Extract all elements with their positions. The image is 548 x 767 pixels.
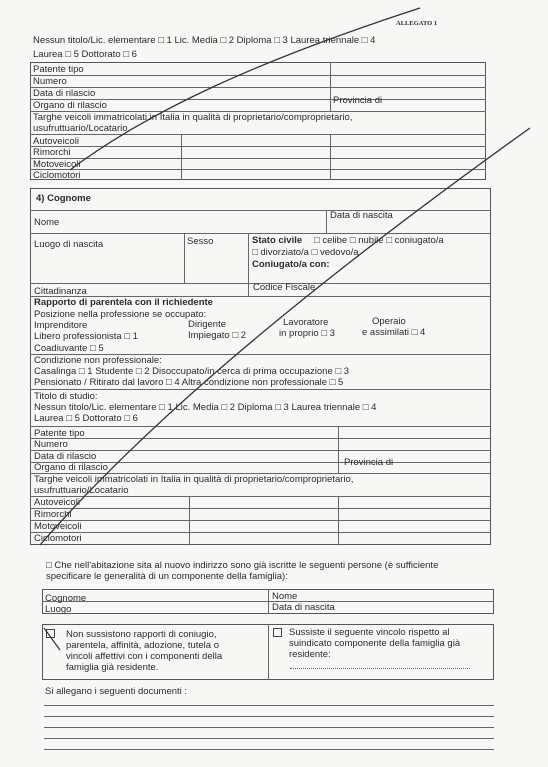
sussiste-checkbox[interactable] — [273, 628, 282, 637]
targhe-line1: Targhe veicoli immatricolati in Italia in qualità di proprietario/comproprietario, — [34, 474, 354, 485]
codice-fiscale-label: Codice Fiscale — [253, 282, 316, 293]
data-rilascio-label: Data di rilascio — [33, 88, 96, 99]
condizione-line2: Pensionato / Ritirato dal lavoro □ 4 Altra condizione non professionale □ 5 — [34, 377, 344, 388]
data-nascita-label: Data di nascita — [330, 210, 393, 221]
studio-title: Titolo di studio: — [34, 391, 98, 402]
opt2-line: residente: — [289, 649, 331, 660]
patente-label: Patente tipo — [34, 428, 85, 439]
lavoratore-proprio-option: in proprio □ 3 — [279, 328, 335, 339]
condizione-title: Condizione non professionale: — [34, 355, 162, 366]
opt1-line: parentela, affinità, adozione, tutela o — [66, 640, 219, 651]
luogo-nascita-label: Luogo di nascita — [34, 239, 104, 250]
numero-label: Numero — [34, 439, 68, 450]
vehicle-label: Rimorchi — [34, 509, 72, 520]
vehicle-label: Ciclomotori — [34, 533, 82, 544]
stato-civile-label: Stato civile — [252, 235, 303, 246]
section4-heading: 4) Cognome — [36, 193, 91, 204]
famiglia-intro-line1: □ Che nell'abitazione sita al nuovo indirizzo sono già iscritte le seguenti persone (è sufficiente — [46, 560, 439, 571]
titolo-studio-line1: Nessun titolo/Lic. elementare □ 1 Lic. Media □ 2 Diploma □ 3 Laurea triennale □ 4 — [33, 35, 376, 46]
cognome-label: Cognome — [45, 593, 87, 604]
stato-civile-options2: □ divorziato/a □ vedovo/a — [252, 247, 359, 258]
imprenditore-label: Imprenditore — [34, 320, 88, 331]
allegati-line[interactable] — [44, 727, 494, 728]
parentela-label: Rapporto di parentela con il richiedente — [34, 297, 213, 308]
coadiuvante-option: Coadiuvante □ 5 — [34, 343, 104, 354]
allegati-line[interactable] — [44, 749, 494, 750]
organo-rilascio-label: Organo di rilascio — [33, 100, 107, 111]
opt1-line: famiglia già residente. — [66, 662, 159, 673]
targhe-line2: usufruttuario/Locatario — [33, 123, 128, 134]
allegati-line[interactable] — [44, 716, 494, 717]
vehicle-label: Autoveicoli — [33, 136, 79, 147]
opt1-line: vincoli affettivi con i componenti della — [66, 651, 223, 662]
targhe-line2: usufruttuario/Locatario — [34, 485, 129, 496]
libero-professionista-option: Libero professionista □ 1 — [34, 331, 138, 342]
studio-line2: Laurea □ 5 Dottorato □ 6 — [34, 413, 138, 424]
posizione-title: Posizione nella professione se occupato: — [34, 309, 207, 320]
operaio-option: e assimilati □ 4 — [362, 327, 426, 338]
condizione-line1: Casalinga □ 1 Studente □ 2 Disoccupato/in cerca di prima occupazione □ 3 — [34, 366, 350, 377]
vehicle-label: Rimorchi — [33, 147, 71, 158]
nome-label: Nome — [34, 217, 60, 228]
provincia-label: Provincia di — [344, 457, 394, 468]
organo-rilascio-label: Organo di rilascio — [34, 462, 108, 473]
lavoratore-label: Lavoratore — [283, 317, 329, 328]
titolo-studio-line2: Laurea □ 5 Dottorato □ 6 — [33, 49, 137, 60]
cittadinanza-label: Cittadinanza — [34, 286, 87, 297]
numero-label: Numero — [33, 76, 67, 87]
targhe-line1: Targhe veicoli immatricolati in Italia in qualità di proprietario/comproprietario, — [33, 112, 353, 123]
opt1-line: Non sussistono rapporti di coniugio, — [66, 629, 217, 640]
dirigente-label: Dirigente — [188, 319, 227, 330]
non-sussistono-checkbox[interactable] — [46, 629, 55, 638]
allegati-line[interactable] — [44, 705, 494, 706]
allegati-line[interactable] — [44, 738, 494, 739]
allegato-label: ALLEGATO 1 — [396, 20, 438, 27]
stato-civile-options1: □ celibe □ nubile □ coniugato/a — [314, 235, 444, 246]
patente-label: Patente tipo — [33, 64, 84, 75]
nome-label: Nome — [272, 591, 298, 602]
vehicle-label: Motoveicoli — [33, 159, 81, 170]
data-nascita-label: Data di nascita — [272, 602, 335, 613]
vehicle-label: Ciclomotori — [33, 170, 81, 181]
opt2-line: Sussiste il seguente vincolo rispetto al — [289, 627, 450, 638]
provincia-label: Provincia di — [333, 95, 383, 106]
studio-line1: Nessun titolo/Lic. elementare □ 1 Lic. Media □ 2 Diploma □ 3 Laurea triennale □ 4 — [34, 402, 377, 413]
operaio-label: Operaio — [372, 316, 406, 327]
sesso-label: Sesso — [187, 236, 214, 247]
data-rilascio-label: Data di rilascio — [34, 451, 97, 462]
impiegato-option: Impiegato □ 2 — [188, 330, 247, 341]
famiglia-intro-line2: specificare le generalità di un componente della famiglia): — [46, 571, 288, 582]
vehicle-label: Autoveicoli — [34, 497, 80, 508]
allegati-label: Si allegano i seguenti documenti : — [45, 686, 188, 697]
opt2-line: suindicato componente della famiglia già — [289, 638, 461, 649]
vehicle-label: Motoveicoli — [34, 521, 82, 532]
luogo-label: Luogo — [45, 604, 72, 615]
coniugato-label: Coniugato/a con: — [252, 259, 330, 270]
